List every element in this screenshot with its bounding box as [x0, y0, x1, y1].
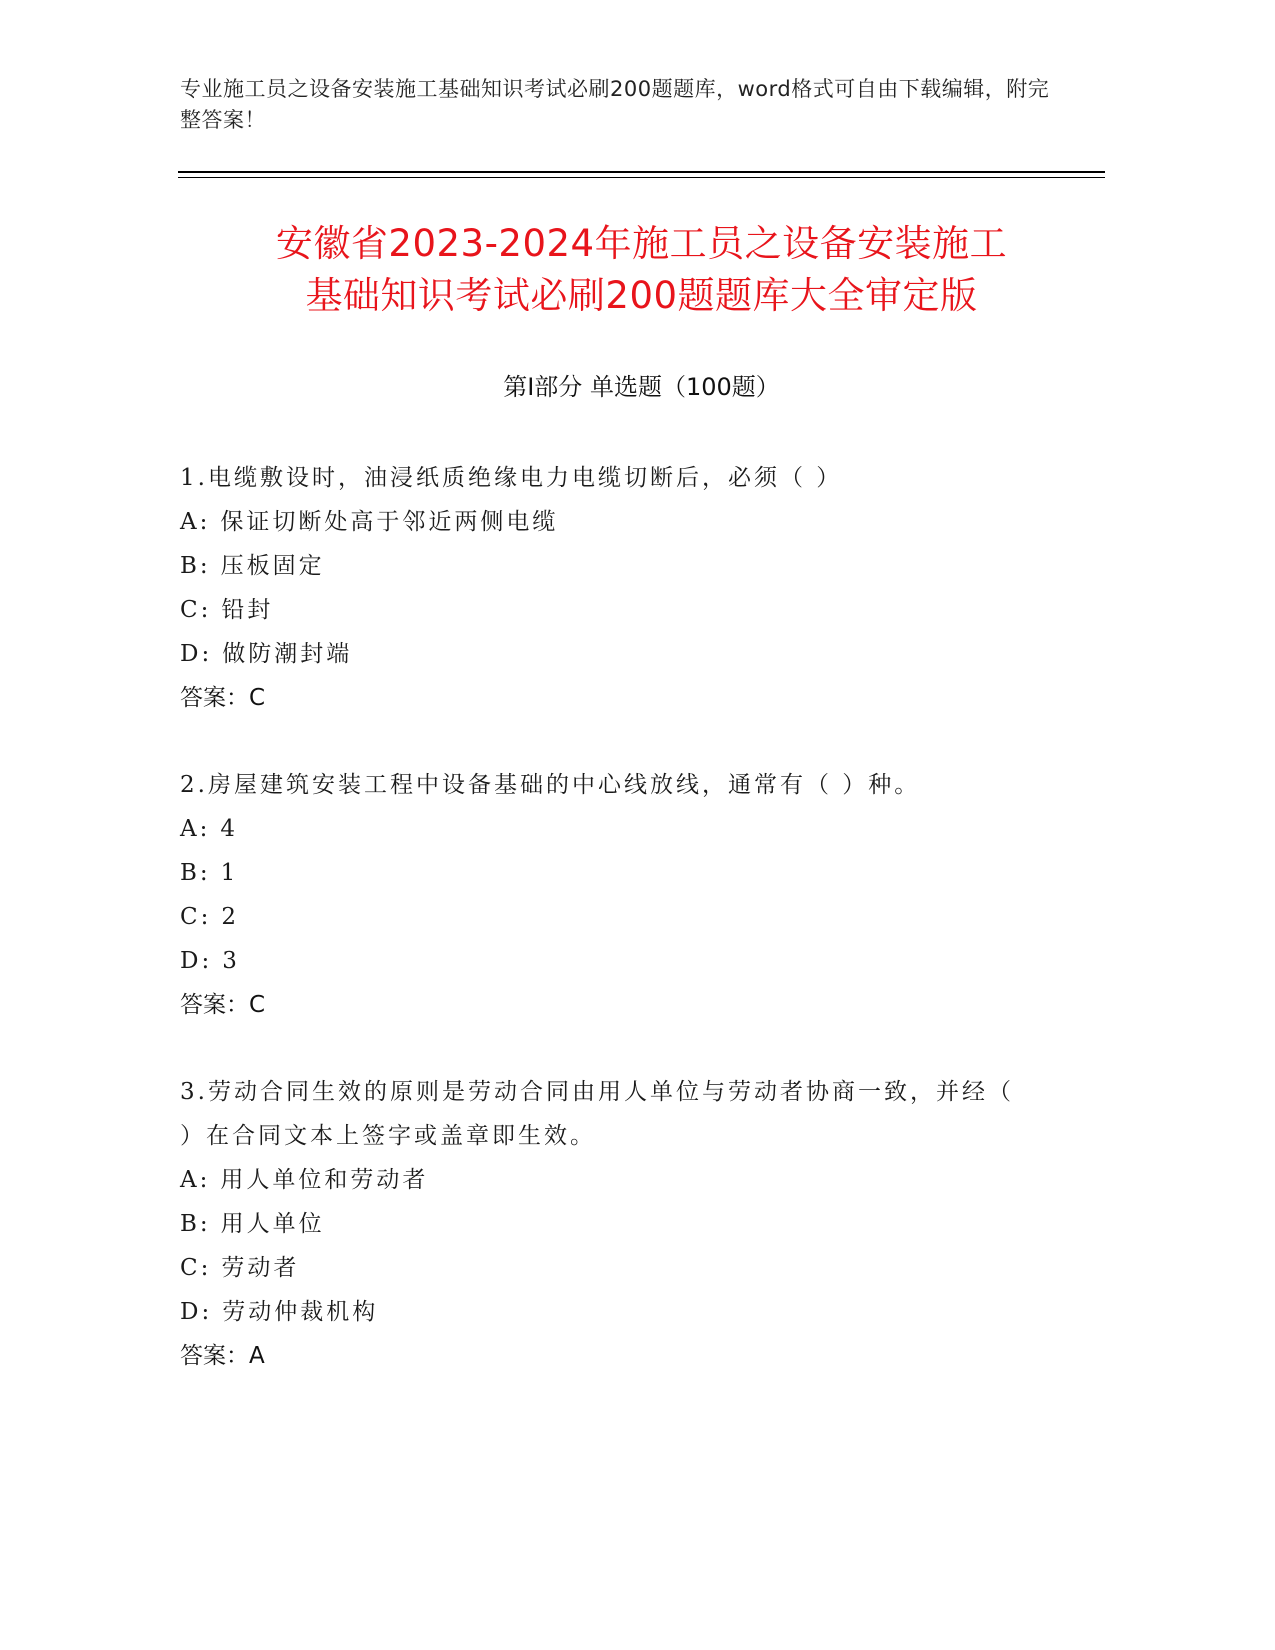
option-text: 用人单位和劳动者	[220, 1167, 429, 1193]
option-key: C:	[180, 904, 212, 930]
header-rule-thin	[178, 177, 1105, 178]
answer-line	[180, 983, 1030, 1027]
option-a	[180, 807, 1030, 851]
question-stem: 1.电缆敷设时，油浸纸质绝缘电力电缆切断后，必须（ ）	[180, 465, 843, 491]
option-text: 2	[221, 904, 239, 930]
option-d	[180, 1290, 1030, 1334]
question-item	[180, 1070, 1030, 1378]
option-key: B:	[180, 553, 211, 579]
option-text: 用人单位	[220, 1211, 325, 1237]
option-c	[180, 895, 1030, 939]
option-b	[180, 544, 1030, 588]
answer-value: C	[249, 685, 266, 711]
option-key: C:	[180, 597, 212, 623]
option-text: 做防潮封端	[222, 641, 353, 667]
option-text: 保证切断处高于邻近两侧电缆	[220, 509, 559, 535]
question-item	[180, 763, 1030, 1027]
answer-line	[180, 1334, 1030, 1378]
option-text: 劳动仲裁机构	[222, 1299, 379, 1325]
option-key: D:	[180, 641, 213, 667]
answer-line	[180, 676, 1030, 720]
header-note: 专业施工员之设备安装施工基础知识考试必刷200题题库，word格式可自由下载编辑，附完整答案！	[180, 77, 1050, 132]
option-key: D:	[180, 948, 213, 974]
option-text: 压板固定	[220, 553, 325, 579]
option-key: A:	[180, 509, 211, 535]
option-text: 劳动者	[221, 1255, 300, 1281]
answer-label: 答案：	[180, 992, 249, 1018]
question-item	[180, 456, 1030, 720]
option-text: 3	[222, 948, 240, 974]
question-list	[180, 456, 1030, 1421]
answer-label: 答案：	[180, 685, 249, 711]
question-stem: 2.房屋建筑安装工程中设备基础的中心线放线，通常有（ ）种。	[180, 772, 921, 798]
option-a	[180, 500, 1030, 544]
option-key: A:	[180, 1167, 211, 1193]
option-d	[180, 939, 1030, 983]
option-c	[180, 1246, 1030, 1290]
option-text: 1	[220, 860, 239, 886]
option-key: B:	[180, 860, 211, 886]
question-stem: 3.劳动合同生效的原则是劳动合同由用人单位与劳动者协商一致，并经（ ）在合同文本上签字或盖章即生效。	[180, 1079, 1014, 1149]
answer-value: A	[249, 1343, 265, 1369]
option-b	[180, 1202, 1030, 1246]
option-text: 铅封	[221, 597, 274, 623]
section-title: 第Ⅰ部分 单选题（100题）	[503, 373, 780, 401]
answer-value: C	[249, 992, 266, 1018]
option-key: C:	[180, 1255, 212, 1281]
option-d	[180, 632, 1030, 676]
option-text: 4	[220, 816, 238, 842]
document-title	[178, 218, 1105, 322]
option-a	[180, 1158, 1030, 1202]
header-rule-thick	[178, 171, 1105, 173]
option-key: D:	[180, 1299, 213, 1325]
option-key: B:	[180, 1211, 211, 1237]
title-line-1: 安徽省2023-2024年施工员之设备安装施工	[275, 222, 1008, 265]
option-c	[180, 588, 1030, 632]
answer-label: 答案：	[180, 1343, 249, 1369]
option-b	[180, 851, 1030, 895]
option-key: A:	[180, 816, 211, 842]
title-line-2: 基础知识考试必刷200题题库大全审定版	[305, 274, 978, 317]
